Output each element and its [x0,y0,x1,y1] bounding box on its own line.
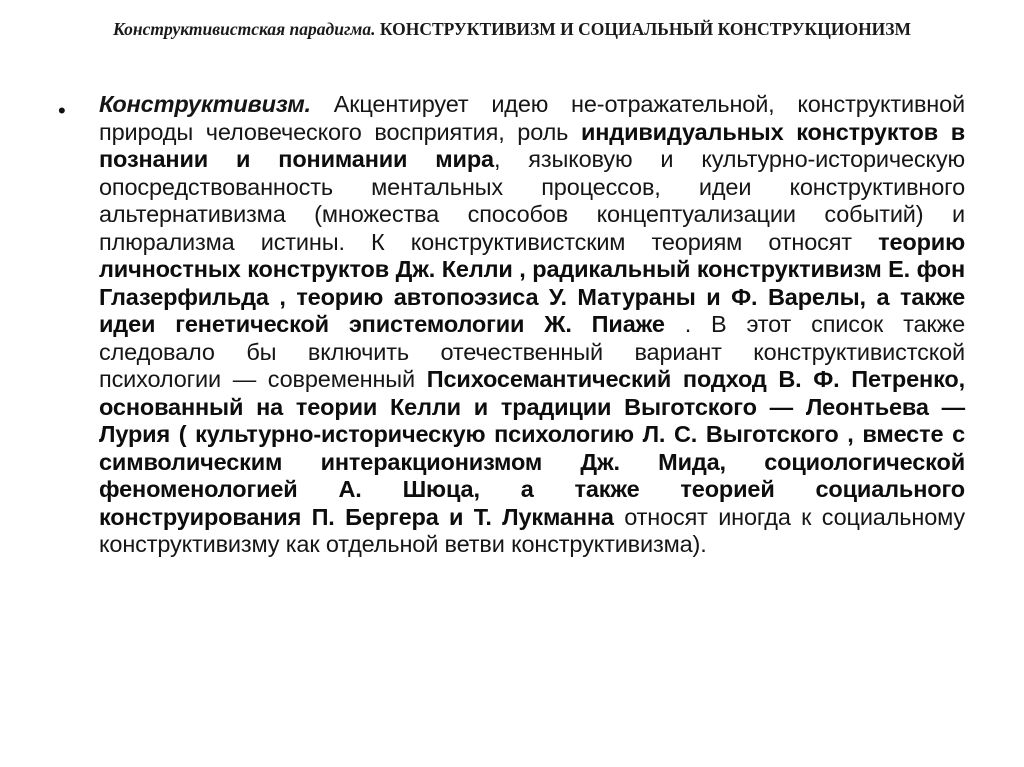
slide-title [70,17,954,42]
title-italic-part: Конструктивистская парадигма. [112,19,376,39]
paragraph-text-4: относят иногда к социальному конструктивизму как отдельной ветви конструктивизма). [99,503,965,557]
title-caps-part: КОНСТРУКТИВИЗМ И СОЦИАЛЬНЫЙ КОНСТРУКЦИОНИЗМ [379,19,912,39]
paragraph-bold-3: Психосемантический подход В. Ф. Петренко, основанный на теории Келли и традиции Выготского — Леонтьева — Лурия ( культурно-историческую психологию Л. С. Выготского , вместе с символическим интеракционизмом Дж. Мида, социологической феноменологией А. Шюца, а также теорией социального конструирования П. Бергера и Т. Лукманна [99,366,965,530]
paragraph-bold-2: теорию личностных конструктов Дж. Келли , радикальный конструктивизм Е. фон Глазерфильда , теорию автопоэзиса У. Матураны и Ф. Варелы, а также идеи генетической эпистемологии Ж. Пиаже [99,228,965,337]
paragraph-text-3: . В этот список также следовало бы включить отечественный вариант конструктивистской психологии — современный [99,311,965,392]
bullet-lead-term: Конструктивизм. [99,91,311,117]
bullet-paragraph [99,91,965,559]
paragraph-text-2: , языковую и культурно-историческую опосредствованность ментальных процессов, идеи конструктивного альтернативизма (множества способов концептуализации событий) и плюрализма истины. К конструктивистским теориям относят [99,146,965,255]
paragraph-text-1: Акцентирует идею не-отражательной, конструктивной природы человеческого восприятия, роль [99,91,965,145]
bullet-marker: • [58,98,66,123]
paragraph-bold-1: индивидуальных конструктов в познании и понимании мира [99,118,965,172]
